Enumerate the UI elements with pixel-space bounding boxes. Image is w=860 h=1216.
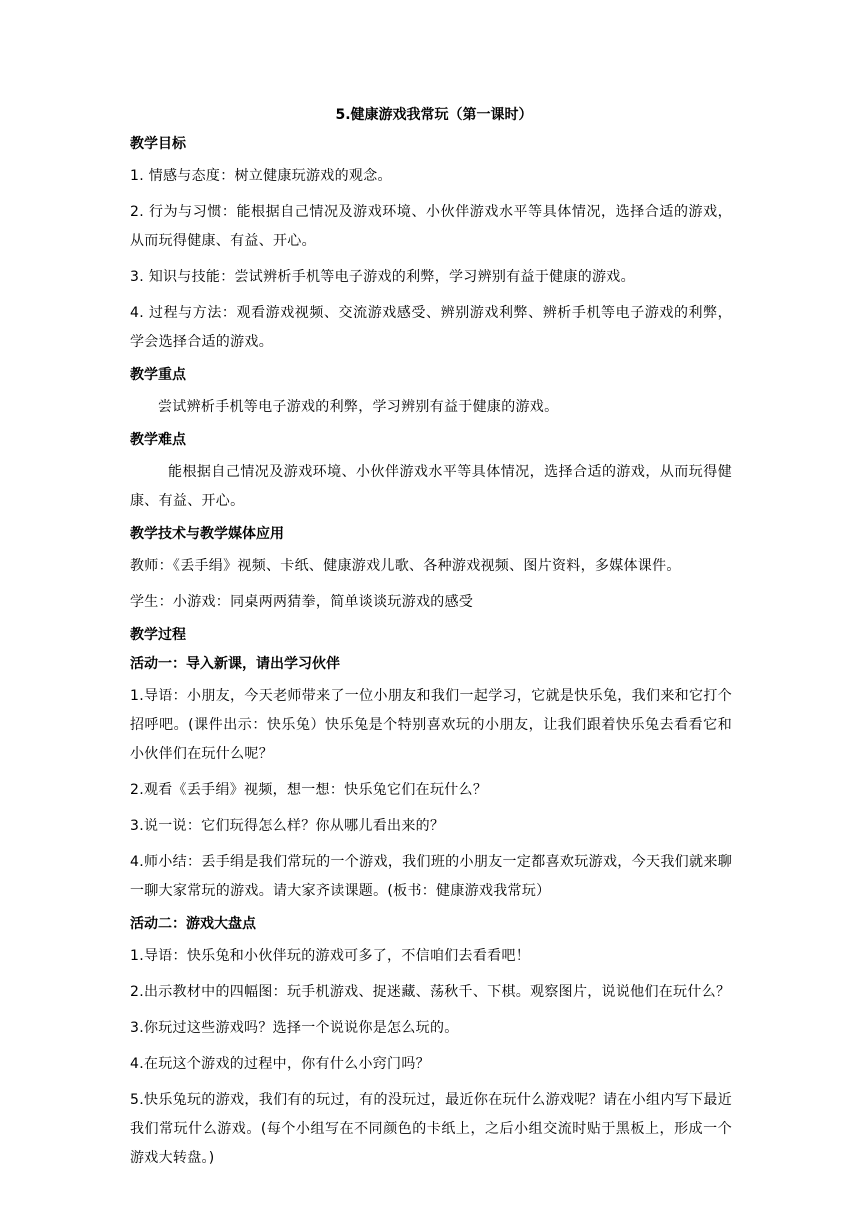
goal-item: 1. 情感与态度：树立健康玩游戏的观念。 [130, 168, 392, 184]
goal-item: 2. 行为与习惯：能根据自己情况及游戏环境、小伙伴游戏水平等具体情况，选择合适的游戏，从而玩得健康、有益、开心。 [130, 204, 732, 249]
activity2-item: 1.导语：快乐兔和小伙伴玩的游戏可多了，不信咱们去看看吧！ [130, 948, 531, 964]
goal-item: 3. 知识与技能：尝试辨析手机等电子游戏的利弊，学习辨别有益于健康的游戏。 [130, 269, 635, 285]
key-point-text: 尝试辨析手机等电子游戏的利弊，学习辨别有益于健康的游戏。 [158, 399, 559, 415]
process-heading: 教学过程 [130, 627, 186, 643]
document-body [130, 104, 732, 1180]
activity1-heading: 活动一：导入新课，请出学习伙伴 [130, 656, 340, 672]
activity2-item: 4.在玩这个游戏的过程中，你有什么小窍门吗？ [130, 1056, 430, 1072]
activity1-item: 4.师小结：丢手绢是我们常玩的一个游戏，我们班的小朋友一定都喜欢玩游戏，今天我们就来聊一聊大家常玩的游戏。请大家齐读课题。(板书：健康游戏我常玩） [130, 854, 732, 899]
difficulty-heading: 教学难点 [130, 432, 186, 448]
goals-heading: 教学目标 [130, 136, 186, 152]
activity2-heading: 活动二：游戏大盘点 [130, 916, 256, 932]
activity2-item: 5.快乐兔玩的游戏，我们有的玩过，有的没玩过，最近你在玩什么游戏呢？请在小组内写下最近我们常玩什么游戏。(每个小组写在不同颜色的卡纸上，之后小组交流时贴于黑板上，形成一个游戏大转盘。) [130, 1092, 732, 1166]
activity2-item: 3.你玩过这些游戏吗？选择一个说说你是怎么玩的。 [130, 1020, 459, 1036]
key-point-heading: 教学重点 [130, 367, 186, 383]
media-student-text: 学生：小游戏：同桌两两猜拳，简单谈谈玩游戏的感受 [130, 594, 474, 610]
activity1-item: 3.说一说：它们玩得怎么样？你从哪儿看出来的？ [130, 818, 445, 834]
activity2-item: 2.出示教材中的四幅图：玩手机游戏、捉迷藏、荡秋千、下棋。观察图片，说说他们在玩什么？ [130, 984, 731, 1000]
goal-item: 4. 过程与方法：观看游戏视频、交流游戏感受、辨别游戏利弊、辨析手机等电子游戏的利弊，学会选择合适的游戏。 [130, 305, 732, 350]
difficulty-text: 能根据自己情况及游戏环境、小伙伴游戏水平等具体情况，选择合适的游戏，从而玩得健康、有益、开心。 [130, 464, 732, 509]
activity1-item: 2.观看《丢手绢》视频，想一想：快乐兔它们在玩什么？ [130, 782, 488, 798]
media-teacher-text: 教师：《丢手绢》视频、卡纸、健康游戏儿歌、各种游戏视频、图片资料，多媒体课件。 [130, 558, 681, 574]
document-title: 5.健康游戏我常玩（第一课时） [335, 107, 533, 123]
media-heading: 教学技术与教学媒体应用 [130, 526, 284, 542]
activity1-item: 1.导语：小朋友，今天老师带来了一位小朋友和我们一起学习，它就是快乐兔，我们来和它打个招呼吧。(课件出示：快乐兔）快乐兔是个特别喜欢玩的小朋友，让我们跟着快乐兔去看看它和小伙伴们在玩什么呢？ [130, 688, 732, 762]
